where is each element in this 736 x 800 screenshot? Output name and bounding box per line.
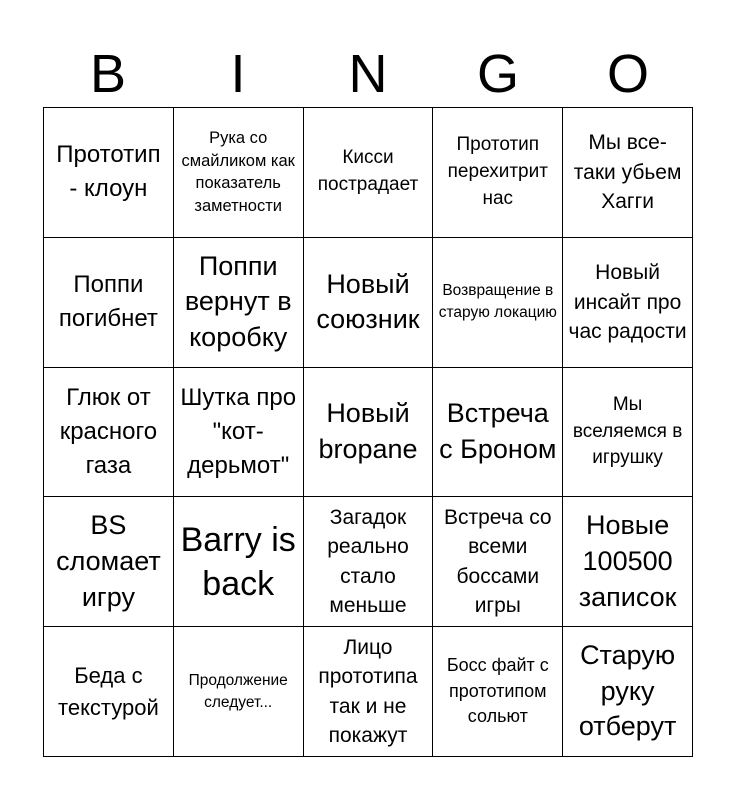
bingo-cell[interactable] bbox=[44, 497, 174, 627]
bingo-cell[interactable] bbox=[563, 238, 693, 368]
bingo-cell[interactable] bbox=[433, 108, 563, 238]
header-letter-i: I bbox=[230, 44, 246, 104]
bingo-cell[interactable] bbox=[174, 627, 304, 757]
bingo-cell-text: Поппи погибнет bbox=[58, 271, 158, 333]
bingo-cell[interactable] bbox=[433, 497, 563, 627]
bingo-cell-text: Продолжение следует... bbox=[188, 671, 288, 711]
bingo-cell-text: Новый bropane bbox=[318, 398, 418, 464]
header-letter-o: O bbox=[606, 44, 649, 104]
bingo-cell-text: Старую руку отберут bbox=[578, 640, 677, 742]
bingo-cell-text: Мы вселяемся в игрушку bbox=[572, 393, 683, 469]
bingo-cell[interactable] bbox=[433, 627, 563, 757]
bingo-cell-text: Беда с текстурой bbox=[58, 663, 159, 720]
bingo-cell-text: Босс файт с прототипом сольют bbox=[446, 655, 549, 727]
header-letter-n: N bbox=[348, 44, 388, 104]
bingo-cell[interactable] bbox=[174, 108, 304, 238]
bingo-cell-text: Глюк от красного газа bbox=[59, 383, 158, 480]
bingo-cell[interactable] bbox=[304, 497, 434, 627]
bingo-cell-text: Прототип перехитрит нас bbox=[447, 133, 548, 209]
bingo-cell[interactable] bbox=[44, 627, 174, 757]
bingo-cell[interactable] bbox=[304, 368, 434, 498]
bingo-cell-text: Кисси пострадает bbox=[317, 147, 419, 196]
bingo-cell-text: Шутка про "кот-дерьмот" bbox=[180, 383, 297, 480]
bingo-cell-text: Прототип - клоун bbox=[56, 141, 161, 203]
header-letter-b: B bbox=[89, 44, 127, 104]
bingo-cell-text: Возвращение в старую локацию bbox=[438, 282, 557, 322]
bingo-cell[interactable] bbox=[563, 108, 693, 238]
bingo-board bbox=[43, 107, 693, 757]
bingo-cell-text: Новый союзник bbox=[316, 268, 420, 335]
bingo-cell[interactable] bbox=[563, 627, 693, 757]
bingo-cell[interactable] bbox=[433, 368, 563, 498]
header-letter-g: G bbox=[476, 44, 519, 104]
bingo-cell[interactable] bbox=[304, 108, 434, 238]
bingo-cell-text: Встреча с Броном bbox=[439, 398, 557, 464]
bingo-cell[interactable] bbox=[433, 238, 563, 368]
bingo-cell-text: Новые 100500 записок bbox=[578, 510, 677, 612]
bingo-cell-text: Рука со смайликом как показатель заметности bbox=[181, 128, 295, 216]
bingo-cell[interactable] bbox=[304, 627, 434, 757]
bingo-cell-text: Поппи вернут в коробку bbox=[184, 250, 292, 352]
bingo-cell[interactable] bbox=[174, 497, 304, 627]
bingo-cell[interactable] bbox=[44, 238, 174, 368]
bingo-cell[interactable] bbox=[44, 108, 174, 238]
bingo-cell-text: Встреча со всеми боссами игры bbox=[443, 506, 552, 618]
bingo-cell-text: Лицо прототипа так и не покажут bbox=[318, 635, 418, 747]
bingo-cell-text: Новый инсайт про час радости bbox=[568, 261, 687, 343]
bingo-header bbox=[43, 40, 693, 108]
bingo-cell[interactable] bbox=[563, 368, 693, 498]
bingo-cell[interactable] bbox=[563, 497, 693, 627]
bingo-cell-text: Мы все-таки убьем Хагги bbox=[573, 131, 682, 214]
bingo-cell-text: Загадок реально стало меньше bbox=[327, 506, 409, 618]
bingo-cell[interactable] bbox=[174, 368, 304, 498]
bingo-cell[interactable] bbox=[174, 238, 304, 368]
bingo-cell[interactable] bbox=[304, 238, 434, 368]
bingo-cell-text: BS сломает игру bbox=[56, 510, 161, 612]
bingo-cell[interactable] bbox=[44, 368, 174, 498]
bingo-cell-text: Barry is back bbox=[180, 520, 296, 603]
